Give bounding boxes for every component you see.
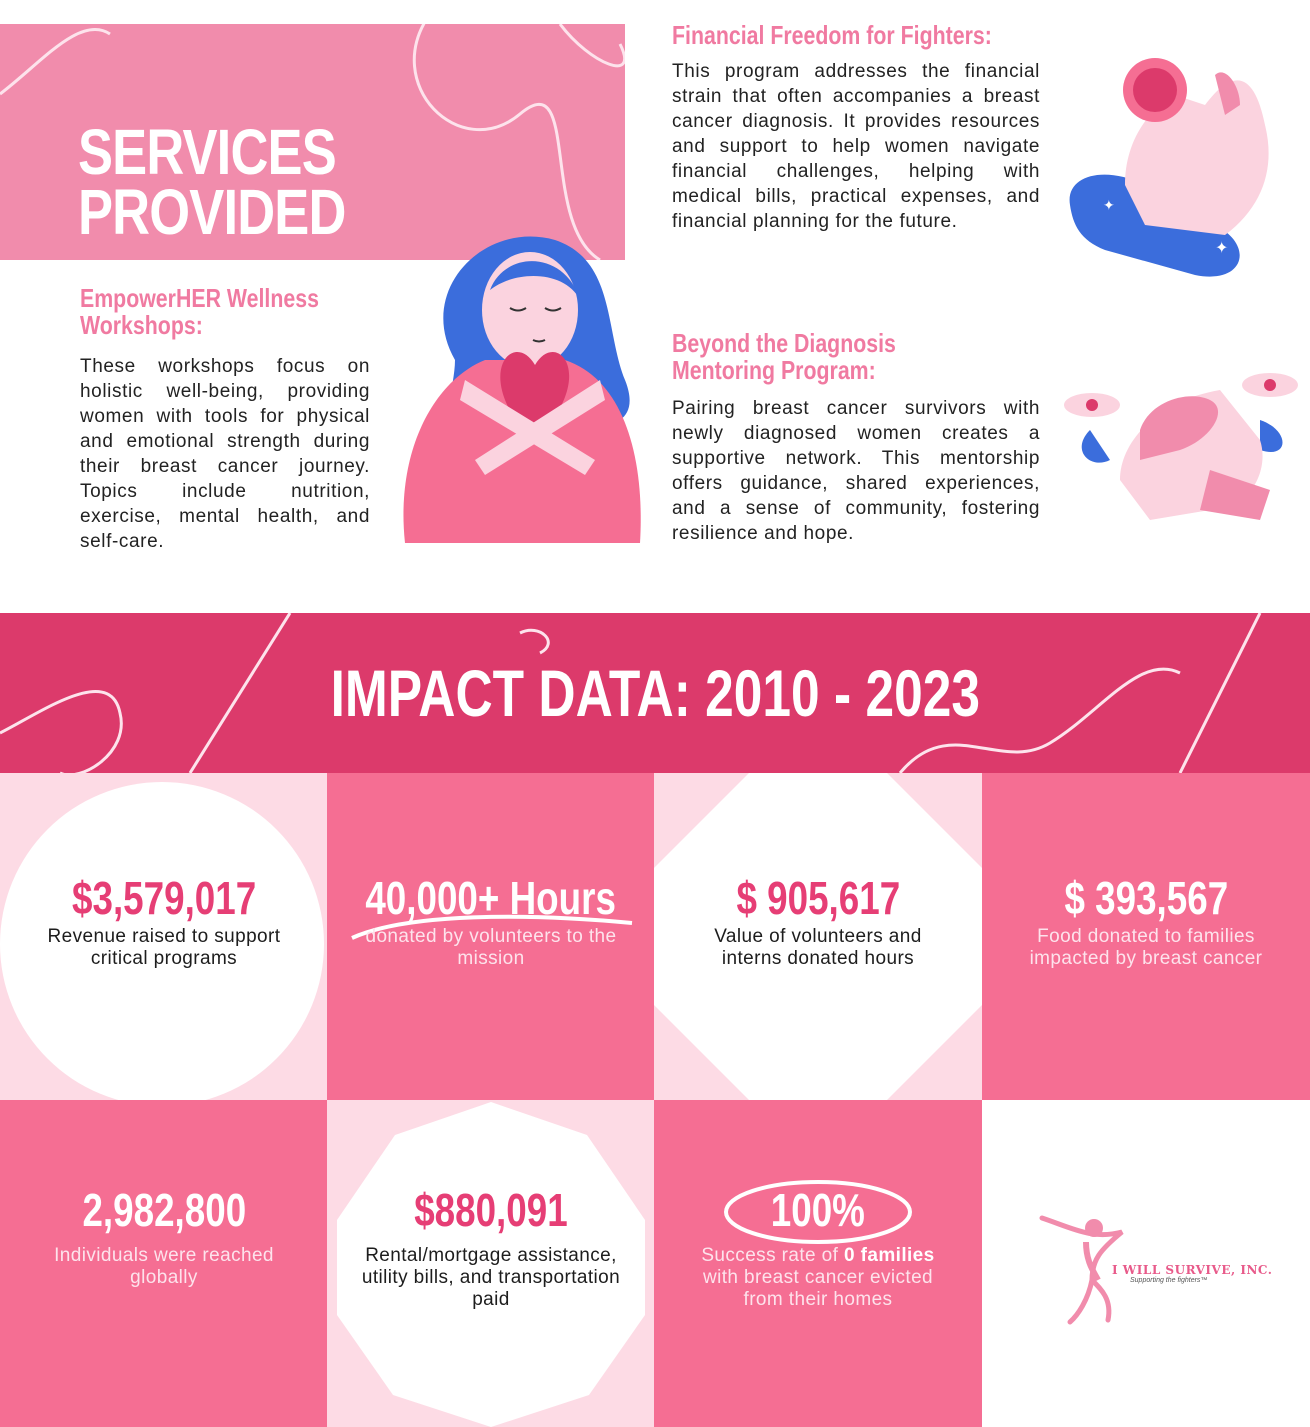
holding-hands-flowers-illustration bbox=[1060, 360, 1300, 525]
mentoring-heading-line2: Mentoring Program: bbox=[672, 355, 876, 385]
stat-card-food bbox=[982, 773, 1310, 1100]
stat-value-text: $880,091 bbox=[414, 1184, 568, 1236]
desc-prefix: Success rate of bbox=[701, 1245, 839, 1266]
stat-card-hours bbox=[327, 773, 655, 1100]
logo-card bbox=[982, 1100, 1310, 1427]
mentoring-section bbox=[672, 330, 1040, 546]
stat-value-text: 100% bbox=[770, 1184, 866, 1236]
services-title-banner bbox=[0, 24, 625, 260]
empowerher-body: These workshops focus on holistic well-being, providing women with tools for physical and emotional strength during their breast cancer journey. Topics include nutrition, exercise, mental health, and self-care. bbox=[80, 356, 370, 552]
desc-suffix: with breast cancer evicted from their homes bbox=[702, 1267, 934, 1310]
title-line-2: PROVIDED bbox=[78, 176, 346, 248]
mentoring-heading bbox=[672, 330, 974, 384]
impact-title bbox=[0, 655, 1310, 731]
stat-description: Value of volunteers and interns donated hours bbox=[714, 926, 922, 969]
stat-description bbox=[687, 1245, 949, 1311]
stat-description: Individuals were reached globally bbox=[54, 1245, 274, 1288]
stat-value bbox=[327, 871, 655, 925]
impact-title-text: IMPACT DATA: 2010 - 2023 bbox=[330, 656, 980, 730]
financial-section bbox=[672, 22, 1040, 234]
mentoring-heading-line1: Beyond the Diagnosis bbox=[672, 328, 896, 358]
page-title bbox=[78, 116, 346, 248]
stat-value-text: $3,579,017 bbox=[71, 872, 257, 924]
financial-heading: Financial Freedom for Fighters: bbox=[672, 20, 992, 50]
logo-tagline: Supporting the fighters™ bbox=[1130, 1277, 1208, 1284]
stat-value bbox=[654, 1183, 982, 1237]
stat-card-revenue bbox=[0, 773, 328, 1100]
stat-card-volunteer-value bbox=[654, 773, 982, 1100]
impact-banner bbox=[0, 613, 1310, 773]
empowerher-heading bbox=[80, 285, 318, 339]
mentoring-body: Pairing breast cancer survivors with newly diagnosed women creates a supportive network. This mentorship offers guidance, shared experiences, and a sense of community, fostering resilience and hope. bbox=[672, 398, 1040, 544]
stat-description: donated by volunteers to the mission bbox=[365, 926, 617, 969]
stat-description: Food donated to families impacted by breast cancer bbox=[1029, 926, 1263, 969]
stat-description: Rental/mortgage assistance, utility bills, and transportation paid bbox=[361, 1245, 621, 1310]
stat-value-text: 2,982,800 bbox=[82, 1184, 246, 1236]
empowerher-section bbox=[80, 285, 370, 554]
hand-coin-illustration bbox=[1065, 45, 1290, 280]
stat-value bbox=[654, 871, 982, 925]
logo-name: I WILL SURVIVE, INC. bbox=[1112, 1263, 1273, 1277]
stat-value bbox=[0, 1183, 328, 1237]
stat-value bbox=[982, 871, 1310, 925]
stat-value-text: 40,000+ Hours bbox=[365, 872, 617, 924]
logo bbox=[1112, 1263, 1272, 1284]
empowerher-heading-line2: Workshops: bbox=[80, 310, 203, 340]
empowerher-heading-line1: EmpowerHER Wellness bbox=[80, 283, 319, 313]
stat-value-text: $ 393,567 bbox=[1064, 872, 1228, 924]
stat-description: Revenue raised to support critical programs bbox=[47, 926, 281, 969]
stat-value bbox=[327, 1183, 655, 1237]
desc-bold: 0 families bbox=[844, 1245, 935, 1266]
financial-body: This program addresses the financial strain that often accompanies a breast cancer diagnosis. It provides resources and support to help women navigate financial challenges, helping with medical bills, practical expenses, and financial planning for the future. bbox=[672, 61, 1040, 232]
svg-text:✦: ✦ bbox=[1215, 238, 1229, 257]
title-line-1: SERVICES bbox=[78, 116, 336, 188]
woman-hugging-heart-illustration bbox=[395, 230, 655, 543]
svg-text:✦: ✦ bbox=[1103, 198, 1115, 214]
stat-card-reach bbox=[0, 1100, 328, 1427]
stat-card-rental bbox=[327, 1100, 655, 1427]
stat-value-text: $ 905,617 bbox=[736, 872, 900, 924]
stat-value bbox=[0, 871, 328, 925]
stat-card-success-rate bbox=[654, 1100, 982, 1427]
